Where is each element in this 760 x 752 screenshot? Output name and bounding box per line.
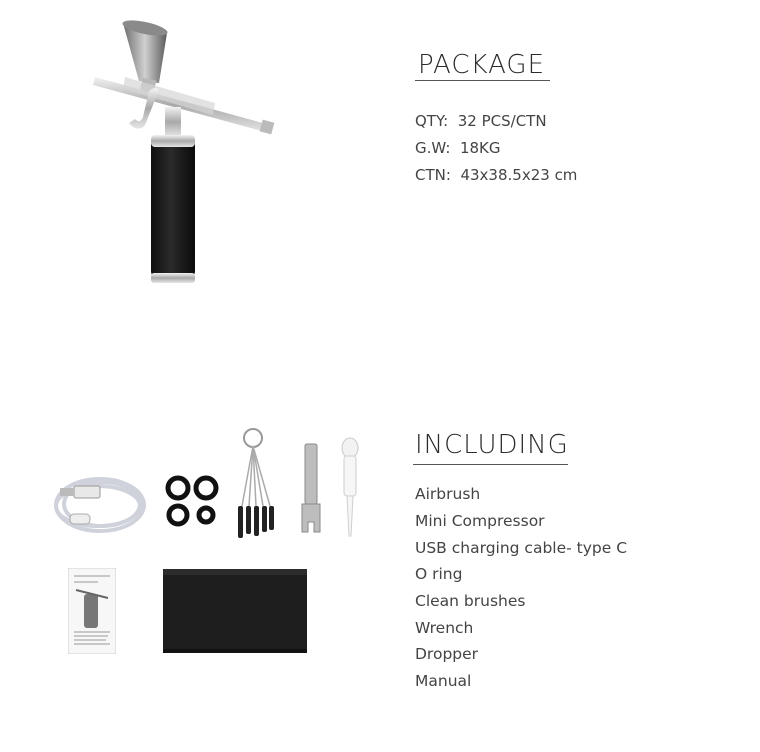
spec-key: QTY: [415,112,449,130]
foam-box-icon [162,566,308,656]
list-item: USB charging cable- type C [415,539,628,557]
list-item: Clean brushes [415,592,526,610]
cleaning-brush-icon [232,426,282,542]
spec-row-ctn [415,166,577,184]
usb-cable-icon [50,470,150,540]
package-underline [415,80,550,81]
spec-key: CTN: [415,166,451,184]
spec-value: 18KG [459,139,501,157]
list-item: O ring [415,565,463,583]
list-item: Airbrush [415,485,481,503]
manual-icon [68,568,116,654]
airbrush-image [85,15,285,290]
spec-row-gw [415,139,501,157]
spec-value: 43x38.5x23 cm [460,166,578,184]
list-item: Manual [415,672,472,690]
including-heading: INCLUDING [415,430,569,460]
spec-value: 32 PCS/CTN [457,112,547,130]
list-item: Wrench [415,619,474,637]
list-item: Mini Compressor [415,512,545,530]
spec-row-qty [415,112,547,130]
list-item: Dropper [415,645,479,663]
o-ring-icon [163,474,223,530]
dropper-icon [338,436,362,540]
including-underline [413,464,568,465]
wrench-icon [300,442,322,538]
package-heading: PACKAGE [418,50,545,80]
spec-key: G.W: [415,139,451,157]
